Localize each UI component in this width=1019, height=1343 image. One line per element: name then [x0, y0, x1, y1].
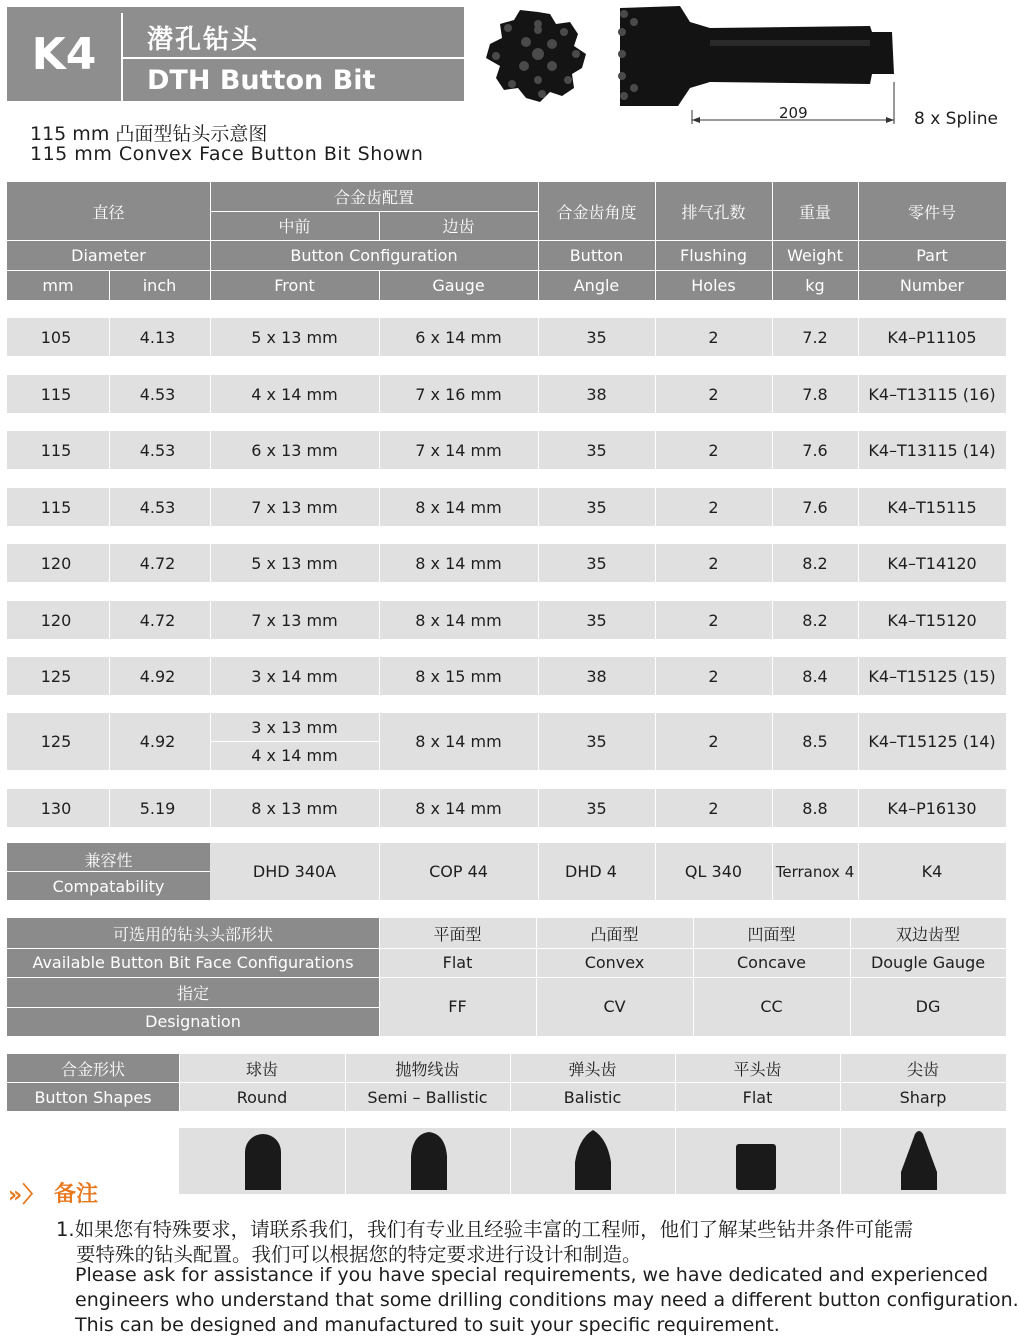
- cell-inch: 4.72: [139, 553, 176, 573]
- cell-mm: 120: [40, 610, 72, 630]
- header-diameter-zh: 直径: [7, 182, 210, 240]
- note-line: Please ask for assistance if you have special requirements, we have dedicated and experienced: [75, 1264, 989, 1286]
- cell-angle: 38: [586, 666, 607, 686]
- header-weight-zh: 重量: [798, 202, 831, 222]
- cell-mm: 105: [40, 327, 72, 347]
- compat-item: K4: [921, 862, 943, 881]
- cell-front: 3 x 13 mm: [251, 717, 338, 737]
- face-en: Dougle Gauge: [870, 953, 986, 972]
- cell-angle: 35: [586, 327, 607, 347]
- cell-holes: 2: [708, 440, 719, 460]
- cell-inch: 4.13: [139, 327, 176, 347]
- cell-inch: 4.53: [139, 384, 176, 404]
- header-config-zh: 合金齿配置: [333, 188, 414, 207]
- cell-gauge: 8 x 14 mm: [415, 553, 502, 573]
- cell-part: K4–P16130: [887, 798, 977, 818]
- designation-label-zh: 指定: [176, 983, 209, 1003]
- cell-inch: 4.53: [139, 440, 176, 460]
- cell-gauge: 7 x 14 mm: [415, 440, 502, 460]
- compat-item: DHD 4: [565, 862, 617, 881]
- header-part-en2: Number: [899, 275, 965, 295]
- cell-holes: 2: [708, 327, 719, 347]
- compat-item: DHD 340A: [252, 862, 337, 881]
- header-diameter-en: Diameter: [71, 245, 146, 265]
- cell-mm: 115: [40, 497, 72, 517]
- face-zh: 凹面型: [747, 924, 796, 944]
- cell-part: K4–P11105: [887, 327, 977, 347]
- designation-label-en: Designation: [145, 1012, 241, 1031]
- header-weight-en: Weight: [787, 245, 843, 265]
- cell-gauge: 6 x 14 mm: [415, 327, 502, 347]
- cell-angle: 35: [586, 440, 607, 460]
- cell-mm: 120: [40, 553, 72, 573]
- shapes-label-en: Button Shapes: [34, 1087, 152, 1107]
- cell-mm: 125: [40, 666, 72, 686]
- cell-part: K4–T13115 (14): [868, 440, 996, 460]
- header-holes-zh: 排气孔数: [681, 202, 746, 222]
- compat-item: Terranox 4: [775, 862, 855, 881]
- cell-weight: 8.8: [802, 798, 828, 818]
- face-en: Convex: [584, 953, 645, 972]
- cell-weight: 7.6: [802, 497, 828, 517]
- cell-front: 4 x 14 mm: [251, 745, 338, 765]
- flat-button-icon: [734, 1142, 778, 1192]
- cell-angle: 35: [586, 732, 607, 751]
- round-button-icon: [243, 1132, 283, 1192]
- shape-zh: 弹头齿: [568, 1059, 617, 1079]
- shape-en: Balistic: [563, 1087, 622, 1107]
- face-code: FF: [448, 997, 467, 1016]
- compat-item: COP 44: [429, 862, 488, 881]
- header-angle-zh: 合金齿角度: [556, 202, 637, 222]
- cell-gauge: 8 x 14 mm: [415, 732, 502, 751]
- shape-zh: 球齿: [245, 1059, 278, 1079]
- cell-front: 7 x 13 mm: [251, 610, 338, 630]
- cell-front: 3 x 14 mm: [251, 666, 338, 686]
- cell-inch: 5.19: [139, 798, 176, 818]
- cell-front: 7 x 13 mm: [251, 497, 338, 517]
- bit-face-image: [478, 4, 598, 104]
- ballistic-button-icon: [573, 1128, 613, 1192]
- cell-weight: 8.4: [802, 666, 828, 686]
- cell-gauge: 8 x 15 mm: [415, 666, 502, 686]
- compat-label-zh: 兼容性: [84, 850, 133, 870]
- title-chinese: 潜孔钻头: [147, 25, 260, 55]
- header-inch: inch: [142, 275, 177, 295]
- spline-label: 8 x Spline: [914, 109, 998, 129]
- shapes-label-zh: 合金形状: [60, 1059, 125, 1079]
- note-line: 要特殊的钻头配置。我们可以根据您的特定要求进行设计和制造。: [76, 1243, 642, 1266]
- notes-title: 备注: [54, 1182, 99, 1207]
- cell-weight: 8.5: [802, 732, 828, 751]
- cell-holes: 2: [708, 610, 719, 630]
- cell-holes: 2: [708, 732, 719, 751]
- sharp-button-icon: [899, 1128, 939, 1192]
- cell-mm: 115: [40, 440, 72, 460]
- header-part-en: Part: [916, 245, 948, 265]
- face-code: CV: [603, 997, 626, 1016]
- header-gauge-zh: 边齿: [442, 217, 475, 236]
- face-code: CC: [760, 997, 783, 1016]
- face-zh: 双边齿型: [895, 924, 960, 944]
- cell-front: 5 x 13 mm: [251, 327, 338, 347]
- shape-en: Sharp: [899, 1087, 947, 1107]
- cell-weight: 7.8: [802, 384, 828, 404]
- face-label-zh: 可选用的钻头头部形状: [112, 924, 273, 944]
- cell-inch: 4.92: [139, 666, 176, 686]
- cell-gauge: 8 x 14 mm: [415, 798, 502, 818]
- cell-angle: 35: [586, 798, 607, 818]
- cell-inch: 4.53: [139, 497, 176, 517]
- header-angle-en: Button: [569, 245, 624, 265]
- cell-part: K4–T13115 (16): [868, 384, 996, 404]
- cell-weight: 8.2: [802, 610, 828, 630]
- cell-front: 4 x 14 mm: [251, 384, 338, 404]
- cell-holes: 2: [708, 798, 719, 818]
- cell-weight: 8.2: [802, 553, 828, 573]
- cell-angle: 38: [586, 384, 607, 404]
- caption-chinese: 115 mm 凸面型钻头示意图: [30, 123, 268, 145]
- shape-en: Round: [236, 1087, 288, 1107]
- shape-zh: 平头齿: [733, 1059, 782, 1079]
- face-zh: 平面型: [433, 924, 482, 944]
- cell-inch: 4.72: [139, 610, 176, 630]
- title-divider: [121, 57, 464, 59]
- header-mm: mm: [42, 275, 74, 295]
- cell-gauge: 8 x 14 mm: [415, 610, 502, 630]
- header-gauge-en: Gauge: [432, 275, 485, 295]
- face-en: Flat: [442, 953, 473, 972]
- bit-side-image: [610, 2, 910, 128]
- cell-holes: 2: [708, 666, 719, 686]
- shape-en: Semi – Ballistic: [367, 1087, 488, 1107]
- note-line: 1.如果您有特殊要求，请联系我们，我们有专业且经验丰富的工程师，他们了解某些钻井条件可能需: [56, 1218, 914, 1241]
- chevron-right-icon: »〉: [8, 1183, 45, 1208]
- cell-front: 6 x 13 mm: [251, 440, 338, 460]
- shape-zh: 抛物线齿: [395, 1059, 460, 1079]
- cell-mm: 125: [40, 732, 72, 751]
- compat-label-en: Compatability: [52, 876, 165, 896]
- shape-zh: 尖齿: [906, 1059, 939, 1079]
- cell-gauge: 7 x 16 mm: [415, 384, 502, 404]
- cell-holes: 2: [708, 497, 719, 517]
- cell-part: K4–T15125 (14): [868, 732, 996, 751]
- title-block: [7, 7, 464, 101]
- cell-angle: 35: [586, 553, 607, 573]
- dimension-label: 209: [779, 104, 808, 122]
- header-angle-en2: Angle: [573, 275, 620, 295]
- cell-gauge: 8 x 14 mm: [415, 497, 502, 517]
- note-line: engineers who understand that some drilling conditions may need a different button configuration.: [75, 1289, 1019, 1311]
- cell-weight: 7.2: [802, 327, 828, 347]
- header-holes-en: Flushing: [679, 245, 747, 265]
- cell-holes: 2: [708, 553, 719, 573]
- face-zh: 凸面型: [590, 924, 639, 944]
- cell-mm: 130: [40, 798, 72, 818]
- semi-ballistic-button-icon: [409, 1130, 449, 1192]
- face-label-en: Available Button Bit Face Configurations: [32, 953, 354, 972]
- face-en: Concave: [736, 953, 806, 972]
- cell-inch: 4.92: [139, 732, 176, 751]
- cell-angle: 35: [586, 610, 607, 630]
- note-line: This can be designed and manufactured to suit your specific requirement.: [75, 1314, 780, 1336]
- header-front-zh: 中前: [278, 217, 311, 236]
- cell-part: K4–T15115: [887, 497, 977, 517]
- shape-en: Flat: [742, 1087, 773, 1107]
- cell-front: 5 x 13 mm: [251, 553, 338, 573]
- cell-part: K4–T15120: [887, 610, 977, 630]
- cell-weight: 7.6: [802, 440, 828, 460]
- cell-part: K4–T15125 (15): [868, 666, 996, 686]
- header-holes-en2: Holes: [691, 275, 736, 295]
- header-part-zh: 零件号: [907, 202, 956, 222]
- face-code: DG: [915, 997, 941, 1016]
- cell-mm: 115: [40, 384, 72, 404]
- cell-part: K4–T14120: [887, 553, 977, 573]
- title-english: DTH Button Bit: [147, 65, 376, 96]
- cell-angle: 35: [586, 497, 607, 517]
- header-front-en: Front: [274, 275, 315, 295]
- caption-english: 115 mm Convex Face Button Bit Shown: [30, 143, 424, 165]
- model-code: K4: [31, 28, 97, 80]
- header-weight-en2: kg: [805, 275, 825, 295]
- cell-holes: 2: [708, 384, 719, 404]
- cell-front: 8 x 13 mm: [251, 798, 338, 818]
- header-config-en: Button Configuration: [290, 245, 458, 265]
- compat-item: QL 340: [684, 862, 743, 881]
